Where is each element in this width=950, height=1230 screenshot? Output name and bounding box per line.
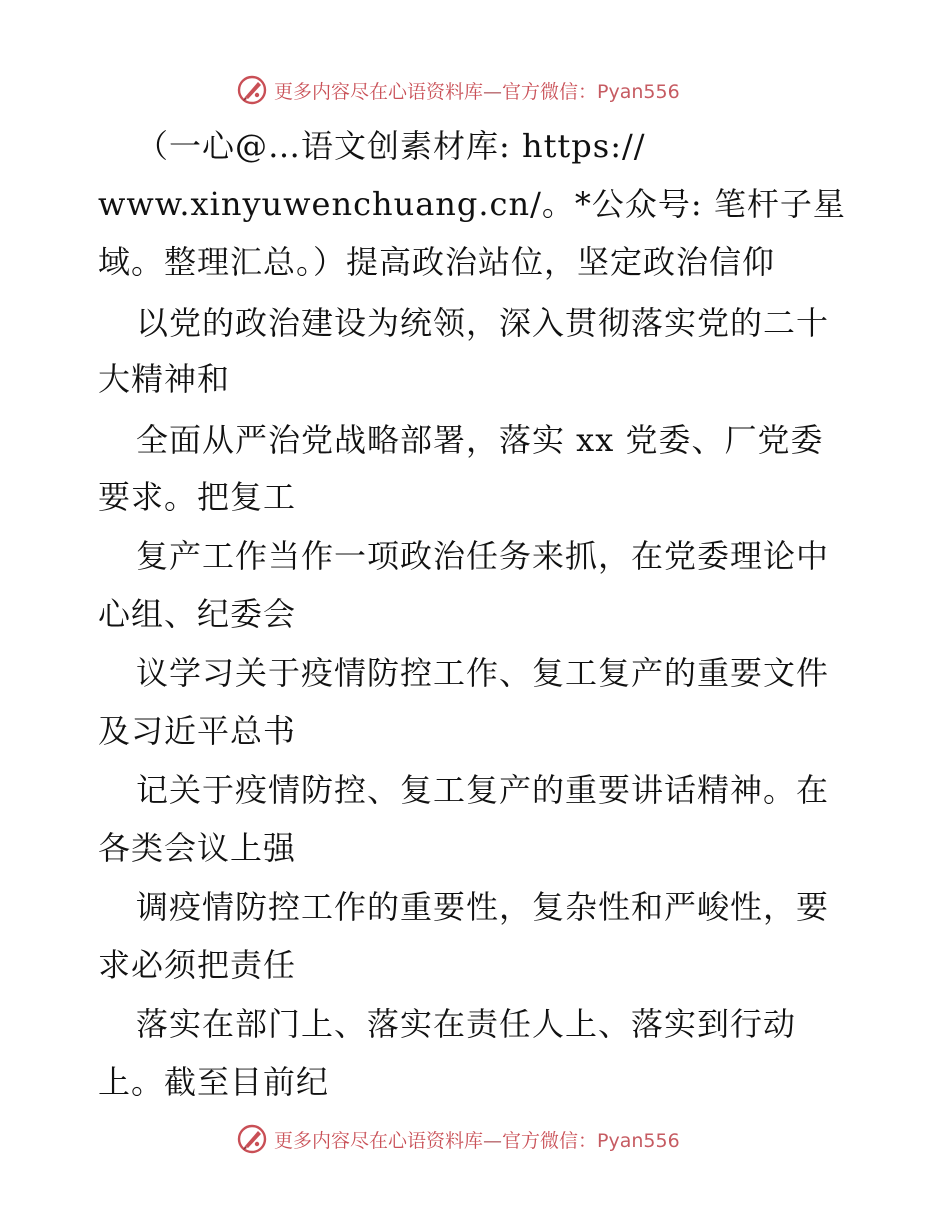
body-line-1: （一心@…语文创素材库: https://: [136, 127, 646, 165]
body-line-6: 全面从严治党战略部署，落实 xx 党委、厂党委: [136, 421, 824, 459]
body-line-8: 复产工作当作一项政治任务来抓，在党委理论中: [136, 537, 830, 575]
body-line-11: 及习近平总书: [98, 712, 297, 750]
body-line-14: 调疫情防控工作的重要性，复杂性和严峻性，要: [136, 888, 830, 926]
footer-banner-separator: —: [483, 1129, 503, 1152]
header-wechat-handle: Pyan556: [597, 80, 680, 103]
footer-banner: [236, 1122, 680, 1156]
body-line-3: 域。整理汇总。）提高政治站位，坚定政治信仰: [98, 243, 776, 281]
header-banner-separator: —: [483, 80, 503, 103]
body-line-17: 上。截至目前纪: [98, 1063, 330, 1101]
body-line-7: 要求。把复工: [98, 478, 297, 516]
footer-wechat-label: 官方微信：: [502, 1129, 598, 1152]
footer-wechat-handle: Pyan556: [597, 1129, 680, 1152]
body-line-13: 各类会议上强: [98, 829, 297, 867]
header-banner-slogan: 更多内容尽在心语资料库: [274, 80, 484, 103]
body-line-10: 议学习关于疫情防控工作、复工复产的重要文件: [136, 654, 830, 692]
footer-banner-slogan: 更多内容尽在心语资料库: [274, 1129, 484, 1152]
body-line-16: 落实在部门上、落实在责任人上、落实到行动: [136, 1005, 797, 1043]
header-wechat-label: 官方微信：: [502, 80, 598, 103]
footer-banner-text: [274, 1126, 680, 1153]
body-line-9: 心组、纪委会: [98, 595, 297, 633]
body-line-4: 以党的政治建设为统领，深入贯彻落实党的二十: [136, 304, 830, 342]
body-line-2: www.xinyuwenchuang.cn/。*公众号: 笔杆子星: [98, 185, 846, 223]
body-line-5: 大精神和: [98, 360, 231, 398]
quill-pen-circle-logo-icon: [236, 1123, 268, 1155]
body-line-15: 求必须把责任: [98, 946, 297, 984]
body-line-12: 记关于疫情防控、复工复产的重要讲话精神。在: [136, 771, 830, 809]
